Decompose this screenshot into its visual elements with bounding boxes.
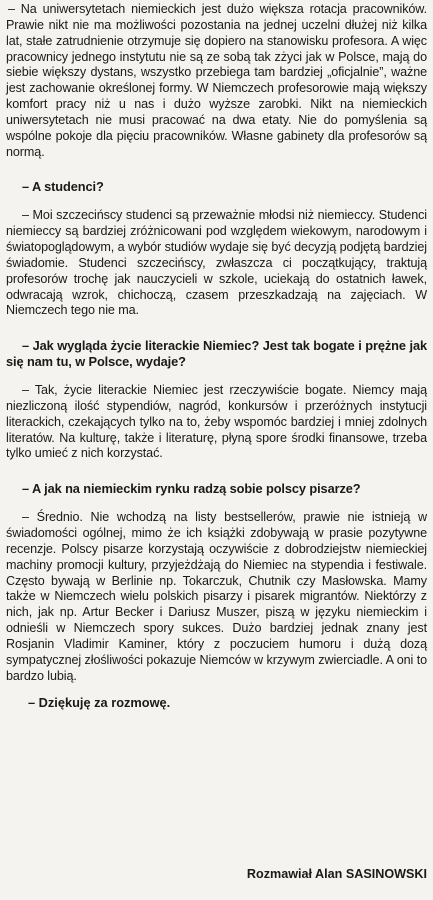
spacer: [6, 319, 427, 338]
question-3: – A jak na niemieckim rynku radzą sobie polscy pisarze?: [22, 481, 361, 497]
answer-paragraph-3: – Tak, życie literackie Niemiec jest rzeczywiście bogate. Niemcy mają niezliczoną ilość stypendiów, nagród, konkursów i przeróżnych instytucji literackich, czekających tylko na to, żeby wspomóc bardziej i mniej zdolnych literatów. Na kulturę, także i literaturę, płyną spore środki finansowe, trzeba tylko umieć z nich korzystać.: [6, 383, 427, 461]
author-signature: Rozmawiał Alan SASINOWSKI: [246, 867, 427, 881]
answer-paragraph-1: – Na uniwersytetach niemieckich jest dużo większa rotacja pracowników. Prawie nikt nie ma możliwości pozostania na jednej uczelni dłużej niż kilka lat, stałe zatrudnienie otrzymuje się dopiero na stanowisku profesora. A więc pracownicy jednego instytutu nie są ze sobą tak zżyci jak w Polsce, mają do siebie większy dystans, wszystko przebiega tam bardziej „oficjalnie”, ważne jest zachowanie określonej formy. W Niemczech profesorowie mają większy komfort pracy niż u nas i dużo wyższe zarobki. Nikt na niemieckich uniwersytetach nie musi pracować na dwa etaty. Nie do pomyślenia są wspólne pokoje dla pięciu pracowników. Własne gabinety dla profesorów są normą.: [6, 2, 427, 159]
closing-row: [6, 695, 427, 735]
question-2: – Jak wygląda życie literackie Niemiec? Jest tak bogate i prężne jak się nam tu, w Polsce, wydaje?: [6, 338, 427, 370]
spacer: [6, 370, 427, 383]
answer-paragraph-4: – Średnio. Nie wchodzą na listy bestsellerów, prawie nie istnieją w świadomości ogólnej, mimo że ich książki zdobywają w prasie pozytywne recenzje. Polscy pisarze korzystają oczywiście z dobrodziejstw niemieckiej machiny promocji kultury, przyjeżdżają do Niemiec na stypendia i festiwale. Często bywają w Berlinie np. Tokarczuk, Chutnik czy Masłowska. Mamy także w Niemczech wielu polskich pisarzy i pisarek migrantów. Niektórzy z nich, jak np. Artur Becker i Dariusz Muszer, piszą w języku niemieckim i odnieśli w Niemczech spory sukces. Dużo bardziej jednak znany jest Rosjanin Vladimir Kaminer, który z poczuciem humoru i dużą dozą sympatycznej złośliwości pokazuje Niemców w krzywym zwierciadle. A oni to bardzo lubią.: [6, 510, 427, 683]
spacer: [6, 195, 427, 208]
question-1: – A studenci?: [22, 179, 104, 195]
closing-line: – Dziękuję za rozmowę.: [28, 695, 171, 711]
answer-paragraph-2: – Moi szczecińscy studenci są przeważnie młodsi niż niemieccy. Studenci niemieccy są bardziej zróżnicowani pod względem wiekowym, narodowym i światopoglądowym, a wybór studiów wydaje się być decyzją podjętą bardziej świadomie. Studenci szczecińscy, zwłaszcza ci początkujący, traktują profesorów trochę jak nauczycieli w szkole, uciekają do ostatnich ławek, odwracają wzrok, chichoczą, czasem przeszkadzają na zajęciach. W Niemczech tego nie ma.: [6, 208, 427, 318]
spacer: [6, 462, 427, 481]
spacer: [6, 497, 427, 510]
spacer: [6, 160, 427, 179]
